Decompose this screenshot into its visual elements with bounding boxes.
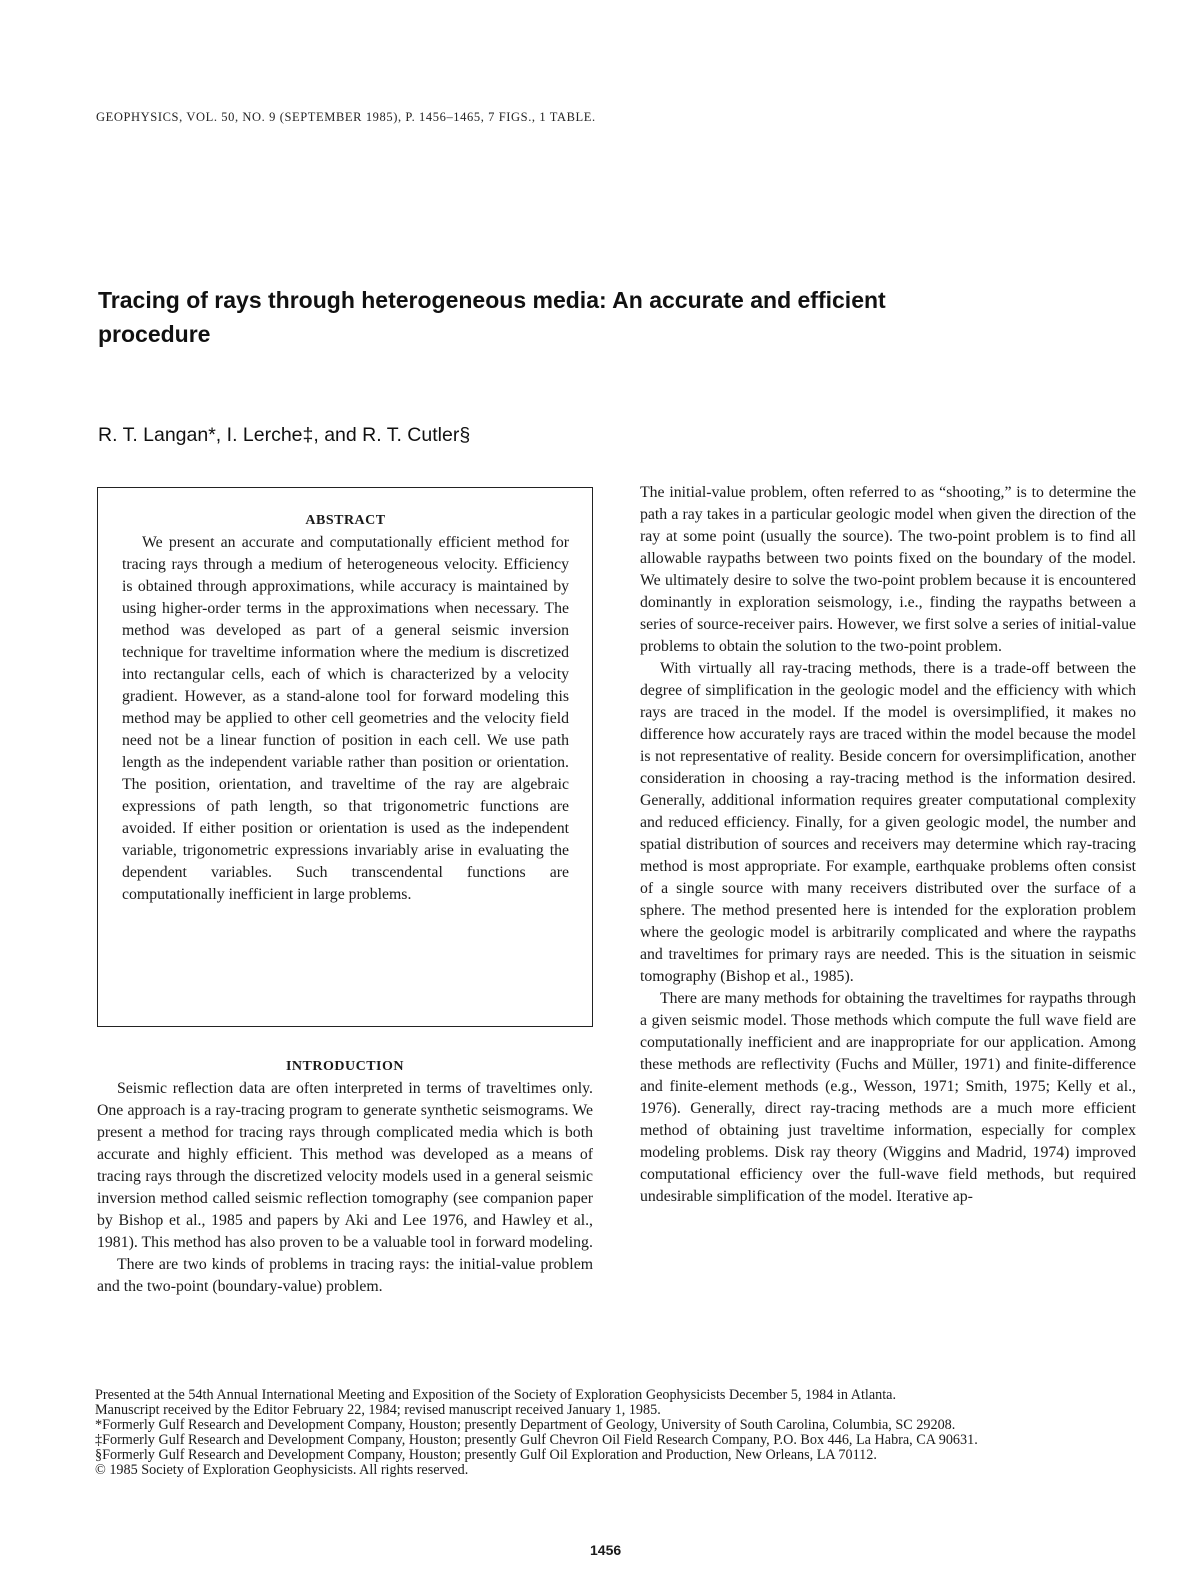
footnote-received: Manuscript received by the Editor February 22, 1984; revised manuscript received January 1, 1985. <box>95 1402 661 1418</box>
footnote-lerche: ‡Formerly Gulf Research and Development Company, Houston; presently Gulf Chevron Oil Field Research Company, P.O. Box 446, La Habra, CA 90631. <box>95 1432 978 1448</box>
footnote-copyright: © 1985 Society of Exploration Geophysicists. All rights reserved. <box>95 1462 469 1478</box>
body-paragraph-2: With virtually all ray-tracing methods, there is a trade-off between the degree of simplification in the geologic model and the efficiency with which rays are traced in the model. If the model is oversimplified, it makes no difference how accurately rays are traced within the model because the model is not representative of reality. Beside concern for oversimplification, another consideration in choosing a ray-tracing method is the information desired. Generally, additional information requires greater computational complexity and reduced efficiency. Finally, for a given geologic model, the number and spatial distribution of sources and receivers may determine which ray-tracing method is most appropriate. For example, earthquake problems often consist of a single source with many receivers distributed over the surface of a sphere. The method presented here is intended for the exploration problem where the geologic model is arbitrarily complicated and where the raypaths and traveltimes for primary rays are needed. This is the situation in seismic tomography (Bishop et al., 1985). <box>640 660 1136 985</box>
page-number: 1456 <box>590 1542 622 1558</box>
introduction-paragraph-1: Seismic reflection data are often interpreted in terms of traveltimes only. One approach is a ray-tracing program to generate synthetic seismograms. We present a method for tracing rays through complicated media which is both accurate and highly efficient. This method was developed as a means of tracing rays through the discretized velocity models used in a general seismic inversion method called seismic reflection tomography (see companion paper by Bishop et al., 1985 and papers by Aki and Lee 1976, and Hawley et al., 1981). This method has also proven to be a valuable tool in forward modeling. <box>97 1080 593 1251</box>
right-column <box>640 482 1136 1208</box>
left-column <box>97 1056 593 1298</box>
abstract-text: We present an accurate and computationally efficient method for tracing rays through a medium of heterogeneous velocity. Efficiency is obtained through approximations, while accuracy is maintained by using higher-order terms in the approximations when necessary. The method was developed as part of a general seismic inversion technique for traveltime information where the medium is discretized into rectangular cells, each of which is characterized by a velocity gradient. However, as a stand-alone tool for forward modeling this method may be applied to other cell geometries and the velocity field need not be a linear function of position in each cell. We use path length as the independent variable rather than position or orientation. The position, orientation, and traveltime of the ray are algebraic expressions of path length, so that trigonometric functions are avoided. If either position or orientation is used as the independent variable, trigonometric expressions invariably arise in evaluating the dependent variables. Such transcendental functions are computationally inefficient in large problems. <box>122 534 569 903</box>
introduction-paragraph-2: There are two kinds of problems in tracing rays: the initial-value problem and the two-point (boundary-value) problem. <box>97 1256 593 1295</box>
author-list: R. T. Langan*, I. Lerche‡, and R. T. Cutler§ <box>98 424 471 446</box>
footnotes <box>95 1388 1137 1478</box>
body-paragraph-1: The initial-value problem, often referred to as “shooting,” is to determine the path a ray takes in a particular geologic model when given the direction of the ray at some point (usually the source). The two-point problem is to find all allowable raypaths between two points fixed on the boundary of the model. We ultimately desire to solve the two-point problem because it is encountered dominantly in exploration seismology, i.e., finding the raypaths between a series of source-receiver pairs. However, we first solve a series of initial-value problems to obtain the solution to the two-point problem. <box>640 484 1136 655</box>
paper-title: Tracing of rays through heterogeneous media: An accurate and efficient procedure <box>98 287 886 347</box>
abstract-box <box>97 487 593 1027</box>
abstract-heading: ABSTRACT <box>305 513 386 528</box>
journal-header: GEOPHYSICS, VOL. 50, NO. 9 (SEPTEMBER 1985), P. 1456–1465, 7 FIGS., 1 TABLE. <box>96 110 596 124</box>
body-paragraph-3: There are many methods for obtaining the traveltimes for raypaths through a given seismic model. Those methods which compute the full wave field are computationally inefficient and are inappropriate for our application. Among these methods are reflectivity (Fuchs and Müller, 1971) and finite-difference and finite-element methods (e.g., Wesson, 1971; Smith, 1975; Kelly et al., 1976). Generally, direct ray-tracing methods are a much more efficient method of obtaining just traveltime information, especially for complex modeling problems. Disk ray theory (Wiggins and Madrid, 1974) improved computational efficiency over the full-wave field methods, but required undesirable simplification of the model. Iterative ap- <box>640 990 1136 1205</box>
footnote-langan: *Formerly Gulf Research and Development Company, Houston; presently Department of Geology, University of South Carolina, Columbia, SC 29208. <box>95 1417 956 1433</box>
footnote-cutler: §Formerly Gulf Research and Development Company, Houston; presently Gulf Oil Exploration and Production, New Orleans, LA 70112. <box>95 1447 877 1463</box>
introduction-heading: INTRODUCTION <box>285 1059 404 1074</box>
footnote-presented: Presented at the 54th Annual International Meeting and Exposition of the Society of Exploration Geophysicists December 5, 1984 in Atlanta. <box>95 1387 897 1403</box>
